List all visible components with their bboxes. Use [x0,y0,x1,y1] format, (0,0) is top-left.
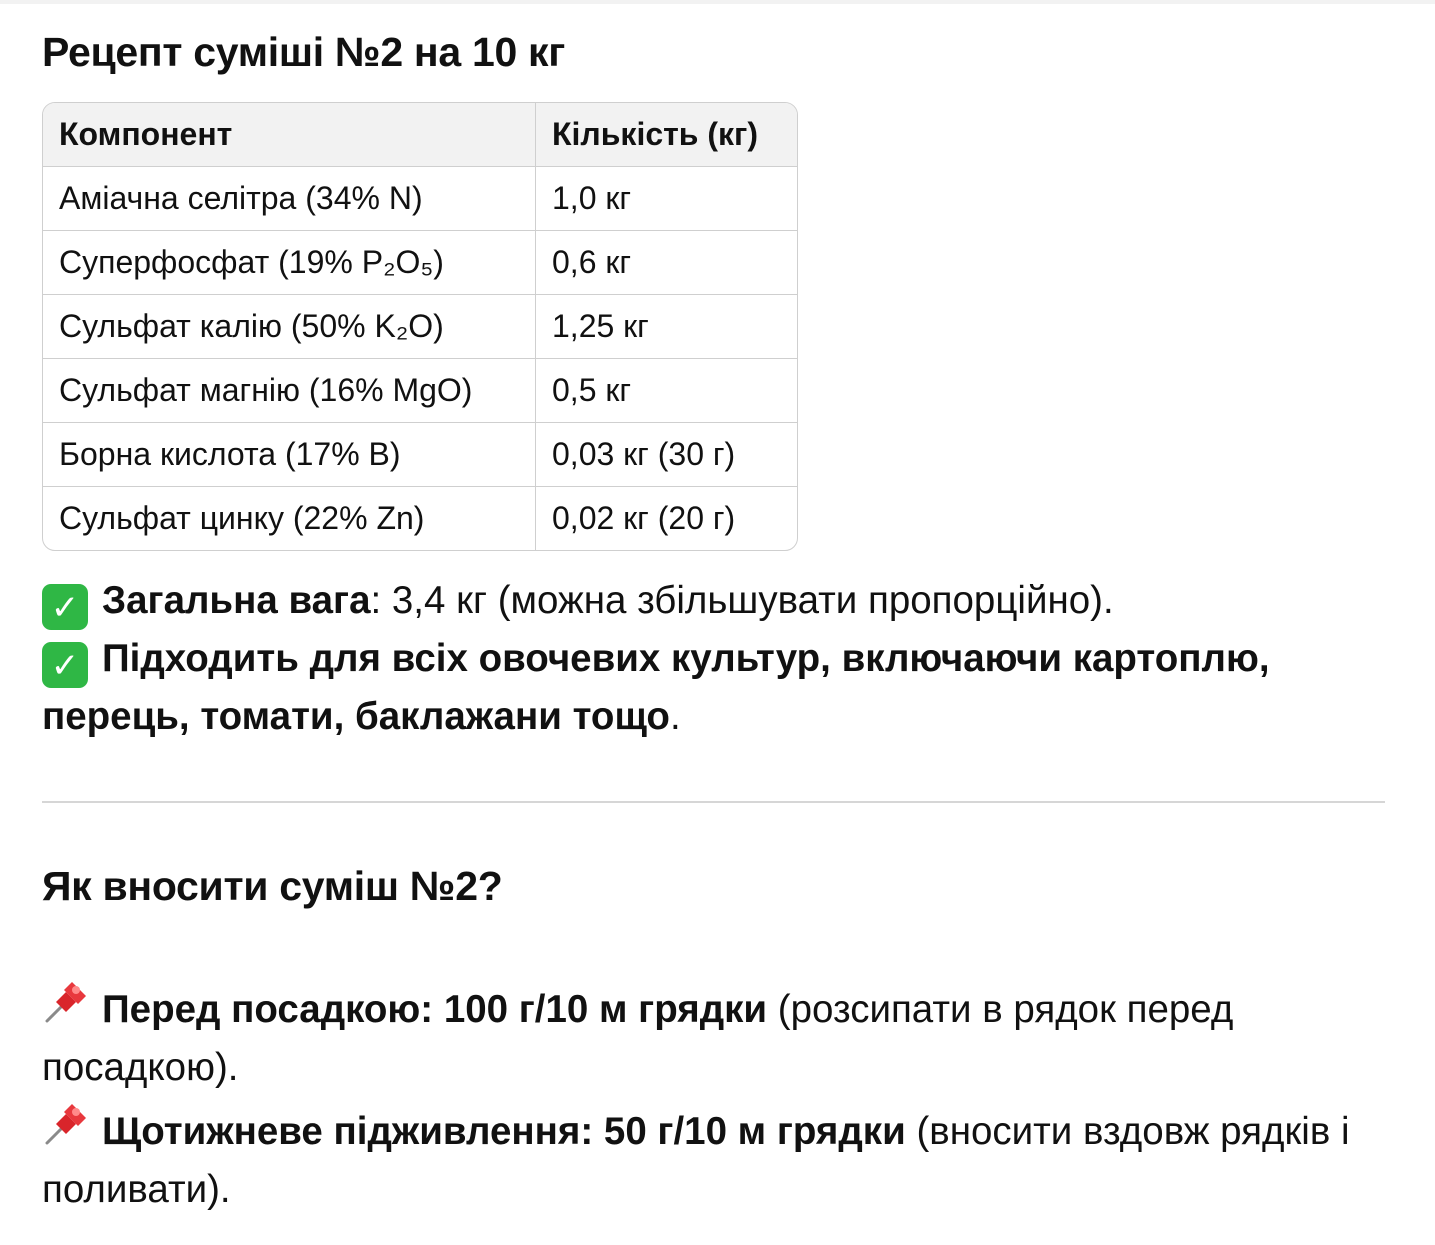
component-cell: Борна кислота (17% B) [43,423,536,487]
amount-cell: 1,0 кг [536,167,798,231]
section-divider [42,801,1385,803]
table-row [43,167,797,231]
pushpin-icon [42,1102,88,1148]
application-item [42,980,1385,1097]
application-list [42,980,1385,1224]
total-weight-line [42,572,1385,630]
component-cell: Сульфат калію (50% K₂O) [43,295,536,359]
top-edge [0,0,1435,4]
application-item-title: Перед посадкою: 100 г/10 м грядки [102,988,768,1031]
amount-cell: 0,02 кг (20 г) [552,500,736,536]
column-header-component: Компонент [43,103,536,167]
component-cell: Суперфосфат (19% P₂O₅) [43,231,536,295]
suitability-text: Підходить для всіх овочевих культур, включаючи картоплю, перець, томати, баклажани тощо [42,637,1270,738]
check-mark-button-icon: ✓ [42,642,88,688]
application-item-note: (розсипати в рядок перед посадкою). [42,988,1234,1089]
total-weight-label: Загальна вага [102,579,371,622]
component-cell: Сульфат магнію (16% MgO) [43,359,536,423]
recipe-heading: Рецепт суміші №2 на 10 кг [42,29,566,75]
recipe-table [42,102,798,551]
table-row [43,231,797,295]
summary-block [42,572,1385,746]
table-row [43,423,797,487]
check-mark-button-icon: ✓ [42,584,88,630]
application-item-title: Щотижневе підживлення: 50 г/10 м грядки [102,1110,906,1153]
component-cell: Аміачна селітра (34% N) [43,167,536,231]
amount-cell: 0,03 кг (30 г) [536,423,798,487]
component-cell: Сульфат цинку (22% Zn) [43,487,536,551]
application-item [42,1102,1385,1219]
application-heading: Як вносити суміш №2? [42,863,503,909]
table-row [43,295,797,359]
amount-cell: 1,25 кг [536,295,798,359]
column-header-amount: Кількість (кг) [536,103,798,167]
suitability-end: . [669,695,681,738]
suitability-line [42,630,1385,746]
table-row [43,359,797,423]
amount-cell: 0,6 кг [536,231,798,295]
application-item-note: (вносити вздовж рядків і поливати). [42,1110,1350,1211]
total-weight-text: : 3,4 кг (можна збільшувати пропорційно). [370,579,1114,622]
table-header-row [43,103,797,167]
amount-cell: 0,5 кг [536,359,798,423]
table-row [43,487,797,551]
pushpin-icon [42,980,88,1026]
